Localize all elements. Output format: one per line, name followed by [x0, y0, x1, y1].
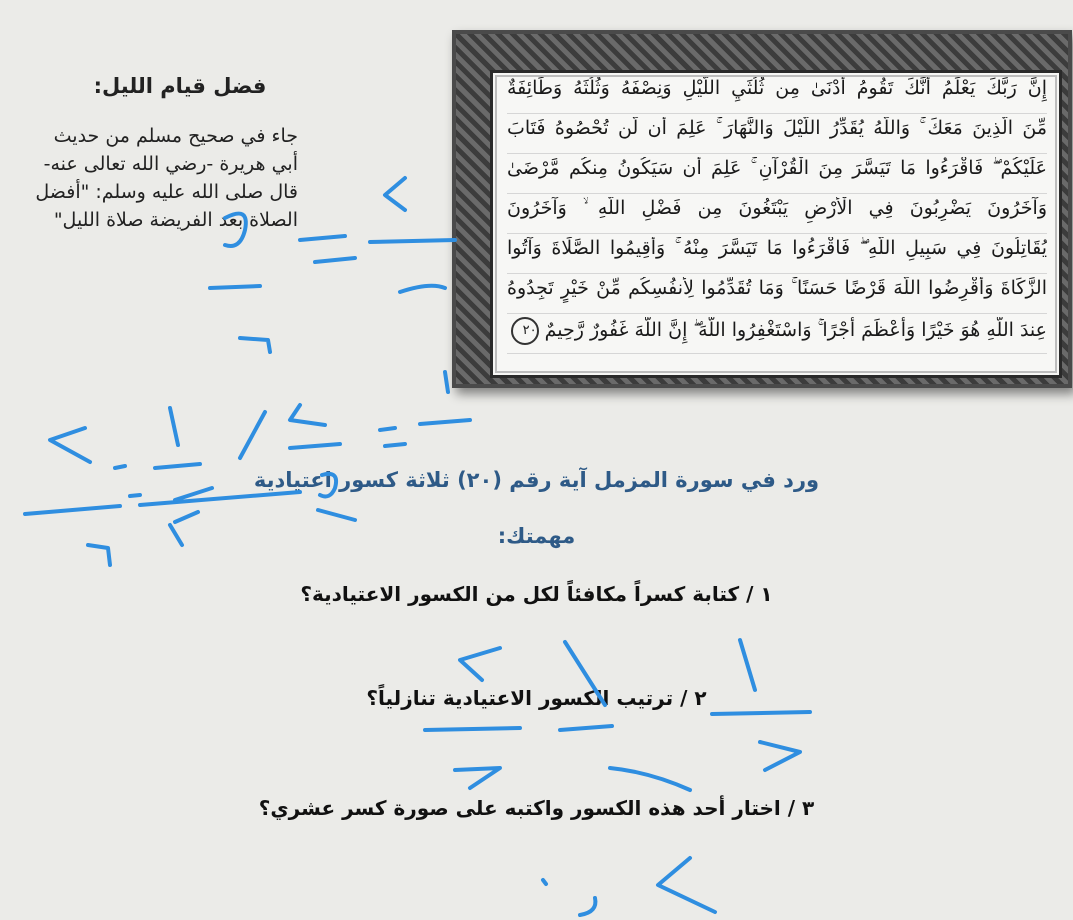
verse-line: عِندَ اللَّهِ هُوَ خَيْرًا وَأَعْظَمَ أَجْرًا ۚ وَاسْتَغْفِرُوا اللَّهَ ۖ إِنَّ اللَّهَ غَفُورٌ رَّحِيمٌ	[544, 319, 1047, 341]
ink-stroke	[318, 510, 355, 520]
ink-stroke	[460, 648, 500, 680]
hadith-text	[18, 122, 298, 234]
ink-stroke	[240, 412, 265, 458]
ink-stroke	[760, 742, 800, 770]
ink-stroke	[740, 640, 755, 690]
ink-stroke	[385, 444, 405, 446]
ink-stroke	[140, 492, 300, 505]
verse-line: يُقَاتِلُونَ فِي سَبِيلِ اللَّهِ ۖ فَاقْرَءُوا مَا تَيَسَّرَ مِنْهُ ۚ وَأَقِيمُوا الصَّلَاةَ وَآتُوا	[507, 237, 1047, 274]
verse-line: مِّنَ الَّذِينَ مَعَكَ ۚ وَاللَّهُ يُقَدِّرُ اللَّيْلَ وَالنَّهَارَ ۚ عَلِمَ أَن لَّن تُحْصُوهُ فَتَابَ	[507, 117, 1047, 154]
verse-line: وَآخَرُونَ يَضْرِبُونَ فِي الْأَرْضِ يَبْتَغُونَ مِن فَضْلِ اللَّهِ ۙ وَآخَرُونَ	[507, 197, 1047, 234]
hadith-line: الصلاة بعد الفريضة صلاة الليل"	[53, 209, 298, 231]
ink-stroke	[210, 286, 260, 288]
task-label: مهمتك:	[497, 524, 576, 548]
verse-line: إِنَّ رَبَّكَ يَعْلَمُ أَنَّكَ تَقُومُ أَدْنَىٰ مِن ثُلُثَيِ اللَّيْلِ وَنِصْفَهُ وَثُلُثَهُ وَطَائِفَةٌ	[507, 77, 1047, 114]
question-2: ٢ / ترتيب الكسور الاعتيادية تنازلياً؟	[366, 686, 707, 710]
ink-stroke	[455, 768, 500, 788]
ink-stroke	[420, 420, 470, 424]
ink-stroke	[385, 178, 405, 210]
surah-intro: ورد في سورة المزمل آية رقم (٢٠) ثلاثة كسور اعتيادية	[253, 468, 820, 492]
hadith-line: قال صلى الله عليه وسلم: "أفضل	[35, 181, 298, 203]
ink-stroke	[170, 408, 178, 445]
ink-stroke	[88, 545, 110, 565]
ink-stroke	[425, 728, 520, 730]
hadith-line: جاء في صحيح مسلم من حديث	[53, 125, 298, 147]
ayah-number-marker: ٢٠	[511, 317, 539, 345]
ink-stroke	[175, 512, 198, 522]
hadith-line: أبي هريرة -رضي الله تعالى عنه-	[43, 153, 298, 175]
ink-stroke	[658, 858, 715, 912]
ink-stroke	[380, 428, 395, 430]
ink-stroke	[580, 898, 595, 915]
question-3: ٣ / اختار أحد هذه الكسور واكتبه على صورة كسر عشري؟	[258, 796, 815, 820]
ink-stroke	[130, 495, 140, 496]
ink-stroke	[445, 372, 448, 392]
verse-line: عَلَيْكُمْ ۖ فَاقْرَءُوا مَا تَيَسَّرَ مِنَ الْقُرْآنِ ۚ عَلِمَ أَن سَيَكُونُ مِنكُم مَّرْضَىٰ	[507, 157, 1047, 194]
ink-stroke	[315, 258, 355, 262]
mushaf-page-image	[452, 30, 1072, 388]
verse-line: الزَّكَاةَ وَأَقْرِضُوا اللَّهَ قَرْضًا حَسَنًا ۚ وَمَا تُقَدِّمُوا لِأَنفُسِكُم مِّنْ خَيْرٍ تَجِدُوهُ	[507, 277, 1047, 314]
ink-stroke	[290, 405, 325, 425]
night-prayer-title: فضل قيام الليل:	[93, 74, 267, 98]
question-1: ١ / كتابة كسراً مكافئاً لكل من الكسور الاعتيادية؟	[300, 582, 773, 606]
mushaf-text-area	[490, 70, 1062, 378]
ink-stroke	[560, 726, 612, 730]
verse-line-last	[507, 317, 1047, 354]
ink-stroke	[400, 286, 445, 292]
ink-stroke	[543, 880, 546, 884]
ink-stroke	[240, 338, 270, 352]
ink-stroke	[610, 768, 690, 790]
ink-stroke	[290, 444, 340, 448]
ink-stroke	[370, 240, 455, 242]
ink-stroke	[25, 506, 120, 514]
ink-stroke	[300, 236, 345, 240]
ink-stroke	[712, 712, 810, 714]
ink-stroke	[50, 428, 90, 462]
